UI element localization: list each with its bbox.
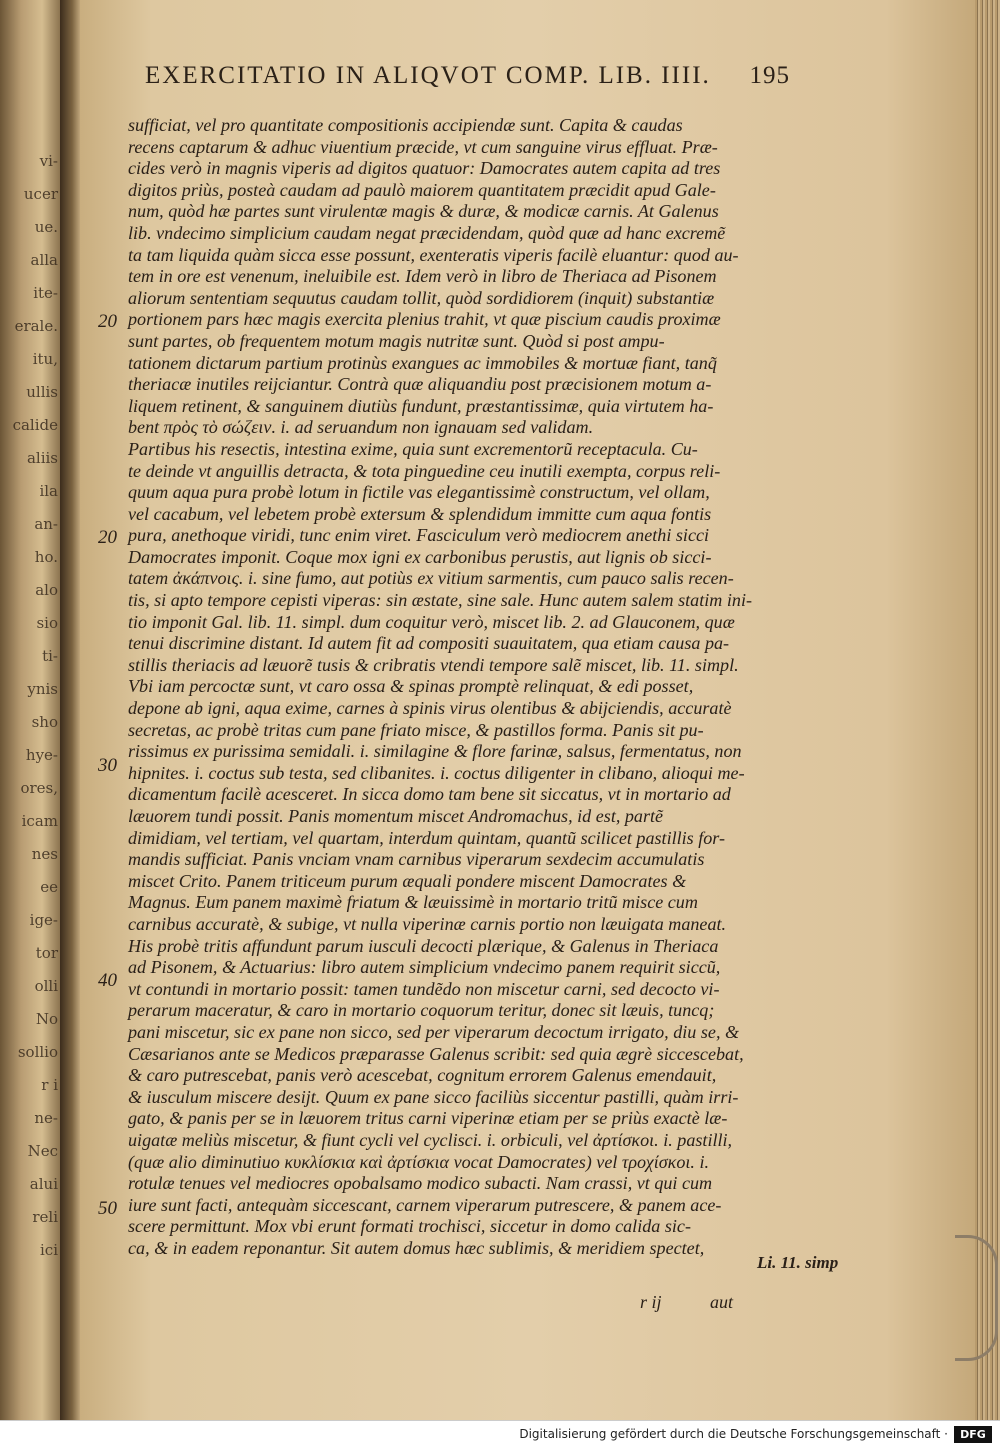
catchword: aut	[710, 1292, 734, 1312]
text-line: Damocrates imponit. Coque mox igni ex carbonibus perustis, aut lignis ob sicci-	[128, 546, 712, 567]
prev-page-fragment: an-	[34, 515, 58, 533]
text-line: aliorum sententiam sequutus caudam tollit, quòd sordidiorem (inquit) substantiæ	[128, 287, 715, 308]
prev-page-fragment: hye-	[25, 746, 58, 764]
prev-page-fragment: erale.	[14, 317, 58, 335]
text-line: bent πρὸς τὸ σώζειν. i. ad seruandum non ignauam sed validam.	[128, 417, 594, 438]
text-line: rissimus ex purissima semidali. i. similagine & flore farinæ, salsus, fermentatus, non	[128, 741, 742, 762]
text-line: vel cacabum, vel lebetem probè extersum & splendidum immitte cum aqua fontis	[128, 503, 712, 524]
prev-page-fragment: ue.	[34, 218, 58, 236]
line-number: 50	[98, 1198, 117, 1219]
prev-page-fragment: ila	[39, 482, 58, 500]
text-line: pani miscetur, sic ex pane non sicco, sed per viperarum decoctum irrigato, diu se, &	[128, 1021, 740, 1042]
text-line: ta tam liquida quàm sicca esse possunt, exenteratis viperis facilè eluantur: quod au-	[128, 244, 739, 265]
text-line: His probè tritis affundunt parum iusculi decocti plærique, & Galenus in Theriaca	[128, 935, 719, 956]
prev-page-fragment: nes	[31, 845, 58, 863]
text-line: tenui discrimine distant. Id autem fit ad compositi suauitatem, qua etiam causa pa-	[128, 633, 730, 654]
prev-page-fragment: ici	[40, 1241, 58, 1259]
text-line: iure sunt facti, antequàm siccescant, carnem viperarum putrescere, & panem ace-	[128, 1194, 722, 1215]
prev-page-fragment: alla	[30, 251, 58, 269]
prev-page-fragment: r i	[41, 1076, 58, 1094]
prev-page-fragment: reli	[32, 1208, 58, 1226]
prev-page-fragment: aliis	[26, 449, 58, 467]
text-line: Vbi iam percoctæ sunt, vt caro ossa & spinas promptè relinquat, & edi posset,	[128, 676, 694, 697]
prev-page-fragment: ee	[40, 878, 58, 896]
text-line: secretas, ac probè tritas cum pane friato misce, & pastillos forma. Panis sit pu-	[128, 719, 704, 740]
book-gutter	[60, 0, 80, 1420]
footer-credit: Digitalisierung gefördert durch die Deutsche Forschungsgemeinschaft ·	[519, 1427, 948, 1441]
page-clip	[955, 1235, 998, 1361]
prev-page-fragment: alui	[29, 1175, 58, 1193]
line-number: 20	[98, 527, 117, 548]
text-line: cides verò in magnis viperis ad digitos quatuor: Damocrates autem capita ad tres	[128, 158, 721, 179]
prev-page-fragment: sollio	[17, 1043, 58, 1061]
prev-page-fragment: vi-	[39, 152, 58, 170]
prev-page-fragment: ite-	[33, 284, 58, 302]
text-line: theriacæ inutiles reijciantur. Contrà quæ aliquandiu post præcisionem motum a-	[128, 374, 712, 395]
prev-page-fragment: tor	[35, 944, 58, 962]
text-line: perarum maceratur, & caro in mortario coquorum teritur, donec sit læuis, tuncq;	[128, 1000, 715, 1021]
prev-page-fragment: ne-	[34, 1109, 58, 1127]
text-line: num, quòd hæ partes sunt virulentæ magis & duræ, & modicæ carnis. At Galenus	[128, 201, 719, 222]
footer-bar	[0, 1420, 1000, 1449]
text-line: gato, & panis per se in læuorem tritus carni viperinæ etiam per se priùs exactè læ-	[128, 1108, 728, 1129]
prev-page-fragment: olli	[34, 977, 58, 995]
running-header	[145, 62, 790, 90]
text-line: pura, anethoque viridi, tunc enim viret. Fasciculum verò mediocrem anethi sicci	[128, 525, 710, 546]
prev-page-fragment: calide	[12, 416, 58, 434]
text-line: dimidiam, vel tertiam, vel quartam, interdum quintam, quantũ scilicet pastillis for-	[128, 827, 726, 848]
prev-page-fragment: ige-	[29, 911, 58, 929]
text-line: tatem ἀκάπνοις. i. sine fumo, aut potiùs ex vitium sarmentis, cum pauco salis recen-	[128, 568, 734, 589]
text-line: mandis sufficiat. Panis vnciam vnam carnibus viperarum sexdecim accumulatis	[128, 849, 705, 870]
prev-page-fragment: sio	[36, 614, 58, 632]
text-line: (quæ alio diminutiuo κυκλίσκια καὶ ἀρτίσκια vocat Damocrates) vel τροχίσκοι. i.	[128, 1151, 710, 1172]
prev-page-fragment: ynis	[27, 680, 58, 698]
text-line: sunt partes, ob frequentem motum magis nutritæ sunt. Quòd si post ampu-	[128, 330, 665, 351]
text-line: læuorem tundi possit. Panis momentum miscet Andromachus, id est, partẽ	[128, 806, 664, 826]
text-line: dicamentum facilè acesceret. In sicca domo tam bene sit siccatus, vt in mortario ad	[128, 784, 731, 805]
text-line: scere permittunt. Mox vbi erunt formati trochisci, siccetur in domo calida sic-	[128, 1216, 691, 1237]
text-line: hipnites. i. coctus sub testa, sed clibanites. i. coctus diligenter in clibano, alioqui me-	[128, 762, 745, 783]
text-line: tem in ore est venenum, ineluibile est. Idem verò in libro de Theriaca ad Pisonem	[128, 266, 717, 287]
text-line: digitos priùs, posteà caudam ad paulò maiorem quantitatem præcidit apud Gale-	[128, 179, 716, 200]
prev-page-fragment: itu,	[32, 350, 58, 368]
text-line: tationem dictarum partium protinùs exangues ac immobiles & mortuæ fiant, tanq̃	[128, 352, 717, 373]
prev-page-fragment: ullis	[26, 383, 58, 401]
text-line: ca, & in eadem reponantur. Sit autem domus hæc sublimis, & meridiem spectet,	[128, 1237, 705, 1258]
text-line: ad Pisonem, & Actuarius: libro autem simplicium vndecimo panem requirit siccũ,	[128, 957, 721, 978]
text-line: & caro putrescebat, panis verò acescebat, cognitum errorem Galenus emendauit,	[128, 1065, 717, 1086]
dfg-logo: DFG	[954, 1426, 992, 1443]
text-line: carnibus accuratè, & subige, vt nulla viperinæ carnis portio non læuigata maneat.	[128, 913, 727, 934]
text-line: liquem retinent, & sanguinem diutiùs fundunt, præstantissimæ, quia virtutem ha-	[128, 395, 714, 416]
prev-page-fragment: No	[35, 1010, 58, 1028]
text-line: depone ab igni, aqua exime, carnes à spinis virus olentibus & abijciendis, accuratè	[128, 698, 732, 719]
text-line: portionem pars hæc magis exercita plenius trahit, vt quæ piscium caudis proximæ	[128, 309, 721, 330]
line-number: 20	[98, 311, 117, 332]
text-line: recens captarum & adhuc viuentium præcide, vt cum sanguine virus effluat. Præ-	[128, 136, 718, 157]
page-number: 195	[749, 62, 790, 89]
text-line: lib. vndecimo simplicium caudam negat præcidendam, quòd quæ ad hanc excremẽ	[128, 222, 726, 243]
page-edges	[975, 0, 1000, 1420]
prev-page-fragment: ores,	[20, 779, 58, 797]
prev-page-fragment: alo	[35, 581, 58, 599]
prev-page-fragment: icam	[21, 812, 58, 830]
text-line: miscet Crito. Panem triticeum purum æquali pondere miscent Damocrates &	[128, 870, 687, 891]
prev-page-fragment: sho	[31, 713, 58, 731]
prev-page-fragment: Nec	[27, 1142, 58, 1160]
line-number: 40	[98, 970, 117, 991]
text-line: vt contundi in mortario possit: tamen tundẽdo non miscetur carni, sed decocto vi-	[128, 978, 720, 999]
prev-page-fragment: ho.	[34, 548, 58, 566]
previous-page-edge	[0, 0, 60, 1420]
text-line: & iusculum miscere desijt. Quum ex pane sicco faciliùs siccentur pastilli, quàm irri-	[128, 1086, 739, 1107]
text-line: quum aqua pura probè lotum in fictile vas elegantissimè constructum, vel ollam,	[128, 482, 710, 503]
prev-page-fragment: ucer	[23, 185, 58, 203]
text-line: tio imponit Gal. lib. 11. simpl. dum coquitur verò, miscet lib. 2. ad Glauconem, quæ	[128, 611, 735, 632]
text-line: tis, si apto tempore cepisti viperas: sin æstate, sine sale. Hunc autem salem statim ini-	[128, 590, 753, 611]
text-line: sufficiat, vel pro quantitate compositionis accipiendæ sunt. Capita & caudas	[128, 115, 683, 135]
running-title: EXERCITATIO IN ALIQVOT COMP. LIB. IIII.	[145, 62, 711, 89]
body-text	[128, 115, 768, 1259]
prev-page-fragment: ti-	[42, 647, 58, 665]
line-number: 30	[98, 755, 117, 776]
text-line: Magnus. Eum panem maximè friatum & læuissimè in mortario tritũ misce cum	[128, 892, 698, 913]
text-line: rotulæ tenues vel mediocres opobalsamo modico subacti. Nam crassi, vt qui cum	[128, 1173, 713, 1194]
signature-mark: r ij	[640, 1292, 662, 1312]
margin-note: Li. 11. simp	[757, 1253, 839, 1272]
text-line: stillis theriacis ad læuorẽ tusis & cribratis vtendi tempore salẽ miscet, lib. 11. simpl.	[128, 654, 739, 675]
text-line: te deinde vt anguillis detracta, & tota pinguedine ceu inutili exempta, corpus reli-	[128, 460, 721, 481]
text-line: Cæsarianos ante se Medicos præparasse Galenus scribit: sed quia ægrè siccescebat,	[128, 1043, 744, 1064]
text-line: Partibus his resectis, intestina exime, quia sunt excrementorũ receptacula. Cu-	[128, 438, 698, 459]
text-line: uigatæ meliùs miscetur, & fiunt cycli vel cyclisci. i. orbiculi, vel ἀρτίσκοι. i. pastilli,	[128, 1129, 733, 1150]
